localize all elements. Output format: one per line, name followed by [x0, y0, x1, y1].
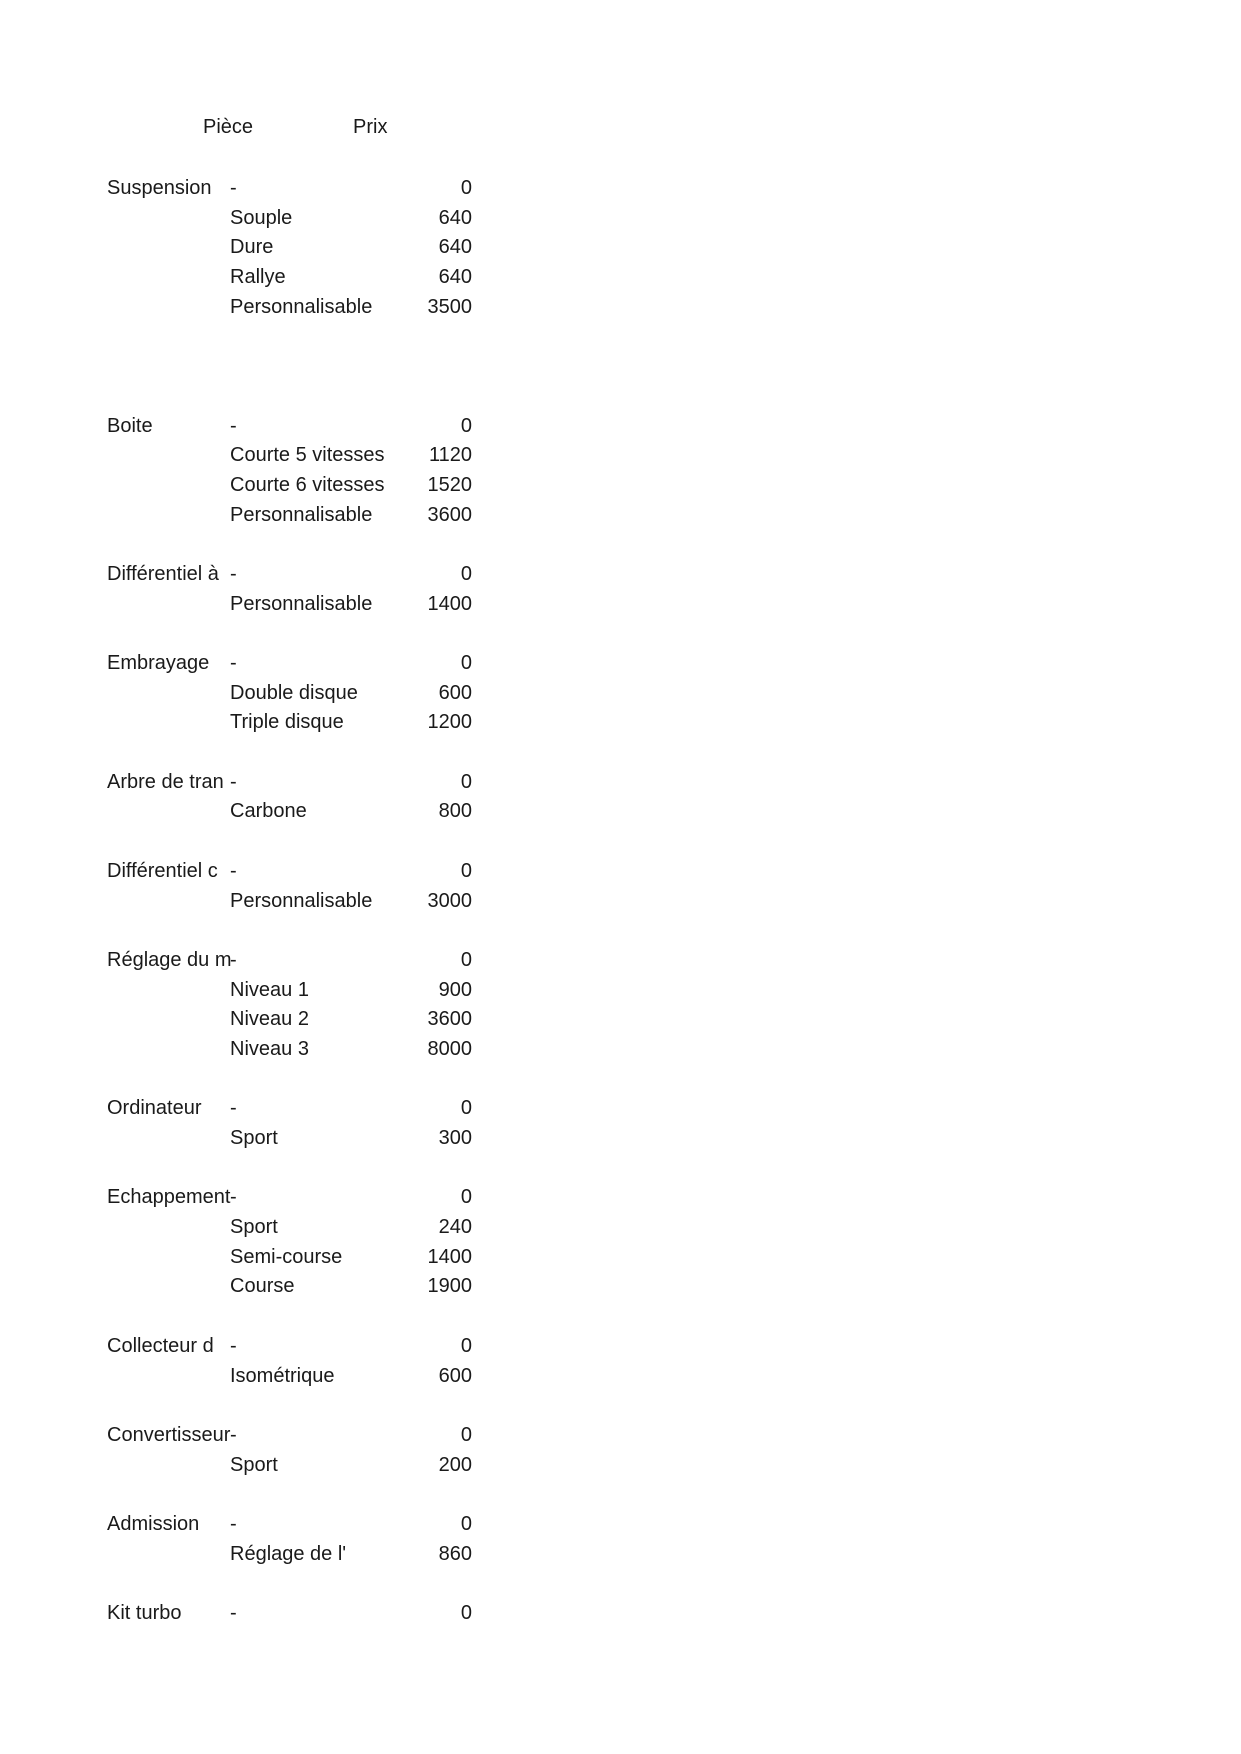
price-cell: 0: [460, 1097, 472, 1120]
table-row: [107, 1154, 477, 1184]
option-cell: Rallye: [230, 266, 286, 289]
category-cell: Réglage du m: [107, 948, 232, 971]
price-cell: 640: [438, 266, 472, 289]
option-cell: -: [230, 948, 237, 971]
price-cell: 1900: [427, 1275, 472, 1298]
price-cell: 0: [460, 1423, 472, 1446]
price-cell: 800: [438, 800, 472, 823]
table-row: [107, 1302, 477, 1332]
category-cell: Différentiel à: [107, 562, 219, 585]
price-cell: 1200: [427, 711, 472, 734]
table-row: [107, 679, 477, 709]
price-cell: 1520: [427, 473, 472, 496]
option-cell: Sport: [230, 1127, 278, 1149]
table-row: [107, 1451, 477, 1481]
table-row: [107, 1094, 477, 1124]
price-cell: 600: [438, 1364, 472, 1387]
table-row: [107, 738, 477, 768]
table-row: [107, 768, 477, 798]
table-row: [107, 1362, 477, 1392]
option-cell: Niveau 2: [230, 1008, 309, 1031]
price-cell: 0: [460, 1602, 472, 1624]
table-row: [107, 412, 477, 442]
table-row: [107, 1332, 477, 1362]
option-cell: Réglage de l': [230, 1542, 347, 1565]
category-cell: Différentiel c: [107, 859, 218, 882]
option-cell: -: [230, 652, 237, 674]
table-row: [107, 233, 477, 263]
option-cell: -: [230, 1097, 237, 1120]
option-cell: Isométrique: [230, 1364, 335, 1387]
table-row: [107, 1243, 477, 1273]
price-cell: 0: [460, 859, 472, 882]
price-cell: 0: [460, 652, 472, 674]
option-cell: Course: [230, 1275, 295, 1298]
category-cell: Arbre de tran: [107, 770, 224, 793]
table-row: [107, 619, 477, 649]
price-cell: 8000: [427, 1037, 472, 1060]
table-row: [107, 946, 477, 976]
category-cell: Boite: [107, 414, 153, 437]
option-cell: -: [230, 1186, 237, 1209]
price-cell: 0: [460, 948, 472, 971]
table-row: [107, 1124, 477, 1154]
price-cell: 3000: [427, 889, 472, 912]
option-cell: Niveau 3: [230, 1037, 309, 1060]
price-cell: 640: [438, 206, 472, 229]
price-cell: 0: [460, 770, 472, 793]
table-row: [107, 1510, 477, 1540]
option-cell: Carbone: [230, 800, 307, 823]
category-cell: Convertisseur: [107, 1423, 231, 1446]
table-row: [107, 827, 477, 857]
category-cell: Admission: [107, 1512, 200, 1535]
option-cell: Semi-course: [230, 1245, 343, 1268]
option-cell: -: [230, 177, 237, 199]
option-cell: Triple disque: [230, 711, 344, 734]
price-cell: 3600: [427, 1008, 472, 1031]
price-cell: 0: [460, 1334, 472, 1357]
category-cell: Embrayage: [107, 652, 210, 674]
table-row: [107, 1035, 477, 1065]
table-row: [107, 590, 477, 620]
table-row: [107, 293, 477, 323]
table-row: [107, 1065, 477, 1095]
option-cell: Personnalisable: [230, 503, 373, 526]
table-row: [107, 560, 477, 590]
table-row: [107, 976, 477, 1006]
header-prix: Prix: [353, 116, 388, 138]
option-cell: Personnalisable: [230, 592, 373, 615]
option-cell: Niveau 1: [230, 978, 309, 1001]
table-row: [107, 649, 477, 679]
category-cell: Kit turbo: [107, 1602, 182, 1624]
option-cell: -: [230, 1423, 237, 1446]
option-cell: -: [230, 1512, 237, 1535]
option-cell: -: [230, 770, 237, 793]
table-row: [107, 1272, 477, 1302]
price-cell: 1400: [427, 1245, 472, 1268]
option-cell: Souple: [230, 206, 293, 229]
table-row: [107, 501, 477, 531]
option-cell: -: [230, 1334, 237, 1357]
table-row: [107, 857, 477, 887]
table-row: [107, 708, 477, 738]
option-cell: Personnalisable: [230, 295, 373, 318]
price-cell: 900: [438, 978, 472, 1001]
header-piece: Pièce: [203, 116, 254, 138]
table-row: [107, 1421, 477, 1451]
table-row: [107, 1183, 477, 1213]
price-cell: 860: [438, 1542, 472, 1565]
price-cell: 0: [460, 1186, 472, 1209]
table-row: [107, 382, 477, 412]
option-cell: Personnalisable: [230, 889, 373, 912]
option-cell: -: [230, 859, 237, 882]
option-cell: Dure: [230, 236, 274, 259]
option-cell: Double disque: [230, 681, 358, 704]
price-cell: 240: [438, 1216, 472, 1239]
price-cell: 0: [460, 177, 472, 199]
table-row: [107, 441, 477, 471]
table-row: [107, 530, 477, 560]
category-cell: Collecteur d: [107, 1334, 214, 1357]
option-cell: Courte 6 vitesses: [230, 473, 385, 496]
table-row: [107, 916, 477, 946]
category-cell: Echappement: [107, 1186, 231, 1209]
table-row: [107, 887, 477, 917]
price-cell: 0: [460, 414, 472, 437]
price-cell: 3500: [427, 295, 472, 318]
table-row: [107, 1213, 477, 1243]
price-cell: 0: [460, 562, 472, 585]
price-cell: 3600: [427, 503, 472, 526]
option-cell: Sport: [230, 1216, 278, 1239]
table-row: [107, 322, 477, 352]
table-row: [107, 204, 477, 234]
price-table: [107, 174, 477, 1629]
table-row: [107, 797, 477, 827]
table-row: [107, 1391, 477, 1421]
option-cell: -: [230, 1602, 237, 1624]
table-row: [107, 1480, 477, 1510]
price-cell: 300: [438, 1127, 472, 1149]
table-row: [107, 471, 477, 501]
table-row: [107, 1540, 477, 1570]
option-cell: -: [230, 562, 237, 585]
category-cell: Ordinateur: [107, 1097, 202, 1120]
table-row: [107, 352, 477, 382]
table-row: [107, 263, 477, 293]
option-cell: Sport: [230, 1453, 278, 1476]
price-cell: 0: [460, 1512, 472, 1535]
table-row: [107, 174, 477, 204]
price-cell: 600: [438, 681, 472, 704]
price-cell: 200: [438, 1453, 472, 1476]
price-cell: 1120: [428, 444, 472, 467]
price-cell: 640: [438, 236, 472, 259]
price-cell: 1400: [427, 592, 472, 615]
table-row: [107, 1005, 477, 1035]
option-cell: -: [230, 414, 237, 437]
table-row: [107, 1599, 477, 1629]
option-cell: Courte 5 vitesses: [230, 444, 385, 467]
table-row: [107, 1569, 477, 1599]
category-cell: Suspension: [107, 177, 212, 199]
